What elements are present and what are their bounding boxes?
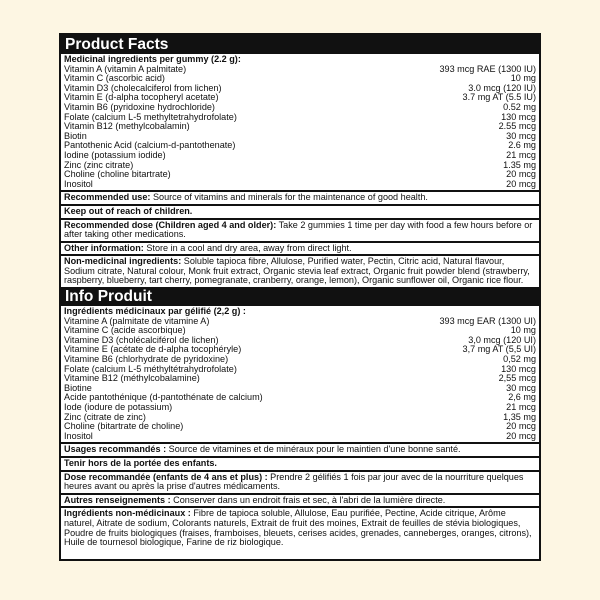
ingredient-amount: 2,6 mg xyxy=(508,392,536,403)
ingredient-amount: 3,7 mg AT (5,5 UI) xyxy=(462,344,536,355)
ingredient-row xyxy=(64,122,536,132)
fr-other-text: Conserver dans un endroit frais et sec, à l'abri de la lumière directe. xyxy=(170,494,446,505)
ingredient-name: Inositol xyxy=(64,431,93,441)
fr-dose-label: Dose recommandée (enfants de 4 ans et plus) : xyxy=(64,471,268,482)
ingredient-amount: 1.35 mg xyxy=(503,159,536,170)
ingredient-name: Folate (calcium L-5 méthyltétrahydrofolate) xyxy=(64,364,237,374)
medicinal-header: Medicinal ingredients per gummy (2.2 g): xyxy=(64,54,241,64)
ingredient-row xyxy=(64,161,536,171)
ingredient-name: Choline (bitartrate de choline) xyxy=(64,422,184,432)
other-information xyxy=(61,241,539,255)
ingredient-amount: 21 mcg xyxy=(506,402,536,412)
ingredient-amount: 1,35 mg xyxy=(503,411,536,422)
ingredient-amount: 3,0 mcg (120 UI) xyxy=(468,334,536,345)
ingredient-name: Biotin xyxy=(64,131,87,141)
ingredient-amount: 10 mg xyxy=(510,325,536,336)
ingredient-amount: 20 mcg xyxy=(506,421,536,432)
ingredient-row xyxy=(64,393,536,403)
ingredient-row xyxy=(64,432,536,442)
ingredient-name: Iodine (potassium iodide) xyxy=(64,150,166,160)
ingredient-row xyxy=(64,345,536,355)
ingredient-name: Iode (iodure de potassium) xyxy=(64,403,173,412)
other-label: Other information: xyxy=(64,242,144,253)
ingredient-name: Vitamin B6 (pyridoxine hydrochloride) xyxy=(64,102,215,112)
ingredient-name: Inositol xyxy=(64,179,93,189)
ingredient-row xyxy=(64,113,536,123)
dose-label: Recommended dose (Children aged 4 and older): xyxy=(64,219,277,230)
ingredient-amount: 2.6 mg xyxy=(508,140,536,151)
other-text: Store in a cool and dry area, away from direct light. xyxy=(143,242,352,253)
ingredient-row xyxy=(64,384,536,394)
info-produit-title: Info Produit xyxy=(61,287,539,306)
use-label: Recommended use: xyxy=(64,192,151,203)
ingredient-list xyxy=(64,65,536,190)
fr-non-medicinal-ingredients xyxy=(61,506,539,548)
keep-out-warning: Keep out of reach of children. xyxy=(61,204,539,218)
ingredient-amount: 30 mcg xyxy=(506,130,536,141)
fr-ingredient-list xyxy=(64,317,536,442)
use-text: Source of vitamins and minerals for the maintenance of good health. xyxy=(150,192,428,203)
ingredient-name: Pantothenic Acid (calcium-d-pantothenate) xyxy=(64,141,236,151)
ingredient-name: Vitamin C (ascorbic acid) xyxy=(64,74,165,84)
ingredient-row xyxy=(64,103,536,113)
ingredient-name: Biotine xyxy=(64,383,92,393)
ingredient-name: Vitamine E (acétate de d-alpha tocophéryle) xyxy=(64,345,242,355)
fr-dose-text: Prendre 2 gélifiés 1 fois par jour avec de la nourriture quelques heures avant ou après la prise d'autres médicaments. xyxy=(64,471,524,492)
ingredient-name: Zinc (citrate de zinc) xyxy=(64,412,146,422)
fr-medicinal-ingredients-block xyxy=(61,306,539,442)
recommended-dose xyxy=(61,218,539,241)
ingredient-amount: 393 mcg RAE (1300 IU) xyxy=(439,63,536,74)
ingredient-row xyxy=(64,413,536,423)
ingredient-name: Vitamin D3 (cholecalciferol from lichen) xyxy=(64,83,222,93)
ingredient-amount: 20 mcg xyxy=(506,430,536,441)
ingredient-row xyxy=(64,326,536,336)
ingredient-amount: 20 mcg xyxy=(506,169,536,180)
ingredient-amount: 0.52 mg xyxy=(503,101,536,112)
medicinal-ingredients-block xyxy=(61,54,539,190)
ingredient-name: Vitamin E (d-alpha tocopheryl acetate) xyxy=(64,93,219,103)
ingredient-row xyxy=(64,403,536,413)
ingredient-row xyxy=(64,65,536,75)
nonmed-label: Non-medicinal ingredients: xyxy=(64,256,182,267)
fr-recommended-dose xyxy=(61,470,539,493)
fr-medicinal-header: Ingrédients médicinaux par gélifié (2,2 g) : xyxy=(64,306,246,317)
ingredient-name: Vitamine B12 (méthylcobalamine) xyxy=(64,374,200,384)
ingredient-amount: 130 mcg xyxy=(501,111,536,122)
ingredient-name: Acide pantothénique (d-pantothénate de calcium) xyxy=(64,393,263,403)
ingredient-name: Vitamine B6 (chlorhydrate de pyridoxine) xyxy=(64,355,229,365)
ingredient-name: Vitamin A (vitamin A palmitate) xyxy=(64,64,187,74)
ingredient-amount: 20 mcg xyxy=(506,178,536,189)
fr-other-label: Autres renseignements : xyxy=(64,494,171,505)
ingredient-amount: 130 mcg xyxy=(501,363,536,374)
ingredient-row xyxy=(64,141,536,151)
fr-other-information xyxy=(61,493,539,507)
ingredient-amount: 10 mg xyxy=(510,73,536,84)
product-facts-title: Product Facts xyxy=(61,35,539,54)
ingredient-row xyxy=(64,317,536,327)
ingredient-row xyxy=(64,132,536,142)
fr-nonmed-text: Fibre de tapioca soluble, Allulose, Eau purifiée, Pectine, Acide citrique, Arôme naturel, Aitrate de sodium, Colorants naturels, Extrait de fruit des moines, Extrait de feuilles de stévia biologiques, Poudre de fruits biologiques (fraises, framboises, bleuets, cerises acides, grenades, canneberges, oranges, citrons), Huile de tournesol biologique, Farine de riz biologique. xyxy=(64,508,532,548)
ingredient-row xyxy=(64,365,536,375)
product-facts-panel xyxy=(59,33,541,561)
ingredient-row xyxy=(64,74,536,84)
ingredient-amount: 30 mcg xyxy=(506,382,536,393)
ingredient-row xyxy=(64,151,536,161)
ingredient-name: Folate (calcium L-5 methyltetrahydrofolate) xyxy=(64,112,237,122)
fr-keep-out-warning: Tenir hors de la portée des enfants. xyxy=(61,456,539,470)
ingredient-name: Zinc (zinc citrate) xyxy=(64,160,134,170)
ingredient-amount: 0,52 mg xyxy=(503,354,536,365)
ingredient-amount: 2.55 mcg xyxy=(498,121,536,132)
ingredient-amount: 2,55 mcg xyxy=(498,373,536,384)
ingredient-amount: 393 mcg EAR (1300 UI) xyxy=(439,315,536,326)
ingredient-row xyxy=(64,422,536,432)
fr-use-label: Usages recommandés : xyxy=(64,444,167,455)
non-medicinal-ingredients xyxy=(61,254,539,287)
fr-use-text: Source de vitamines et de minéraux pour le maintien d'une bonne santé. xyxy=(166,444,461,455)
ingredient-amount: 3.0 mcg (120 IU) xyxy=(468,82,536,93)
ingredient-row xyxy=(64,180,536,190)
ingredient-amount: 3.7 mg AT (5.5 IU) xyxy=(462,92,536,103)
ingredient-name: Vitamine C (acide ascorbique) xyxy=(64,326,186,336)
ingredient-name: Choline (choline bitartrate) xyxy=(64,170,171,180)
fr-recommended-use xyxy=(61,442,539,456)
ingredient-name: Vitamine D3 (cholécalciférol de lichen) xyxy=(64,335,219,345)
ingredient-name: Vitamine A (palmitate de vitamine A) xyxy=(64,316,210,326)
fr-nonmed-label: Ingrédients non-médicinaux : xyxy=(64,508,191,519)
ingredient-amount: 21 mcg xyxy=(506,149,536,160)
ingredient-row xyxy=(64,93,536,103)
nonmed-text: Soluble tapioca fibre, Allulose, Purified water, Pectin, Citric acid, Natural flavour, Sodium citrate, Natural colour, Monk fruit extract, Organic stevia leaf extract, Organic fruit powder blend (strawberry, raspberry, blueberry, tart cherry, pomegranate, cranberry, orange, lemon), Organic sunflower oil, Organic rice flour. xyxy=(64,256,530,286)
dose-text: Take 2 gummies 1 time per day with food a few hours before or after taking other medications. xyxy=(64,219,533,240)
ingredient-name: Vitamin B12 (methylcobalamin) xyxy=(64,122,190,132)
ingredient-row xyxy=(64,355,536,365)
ingredient-row xyxy=(64,170,536,180)
recommended-use xyxy=(61,190,539,204)
ingredient-row xyxy=(64,374,536,384)
